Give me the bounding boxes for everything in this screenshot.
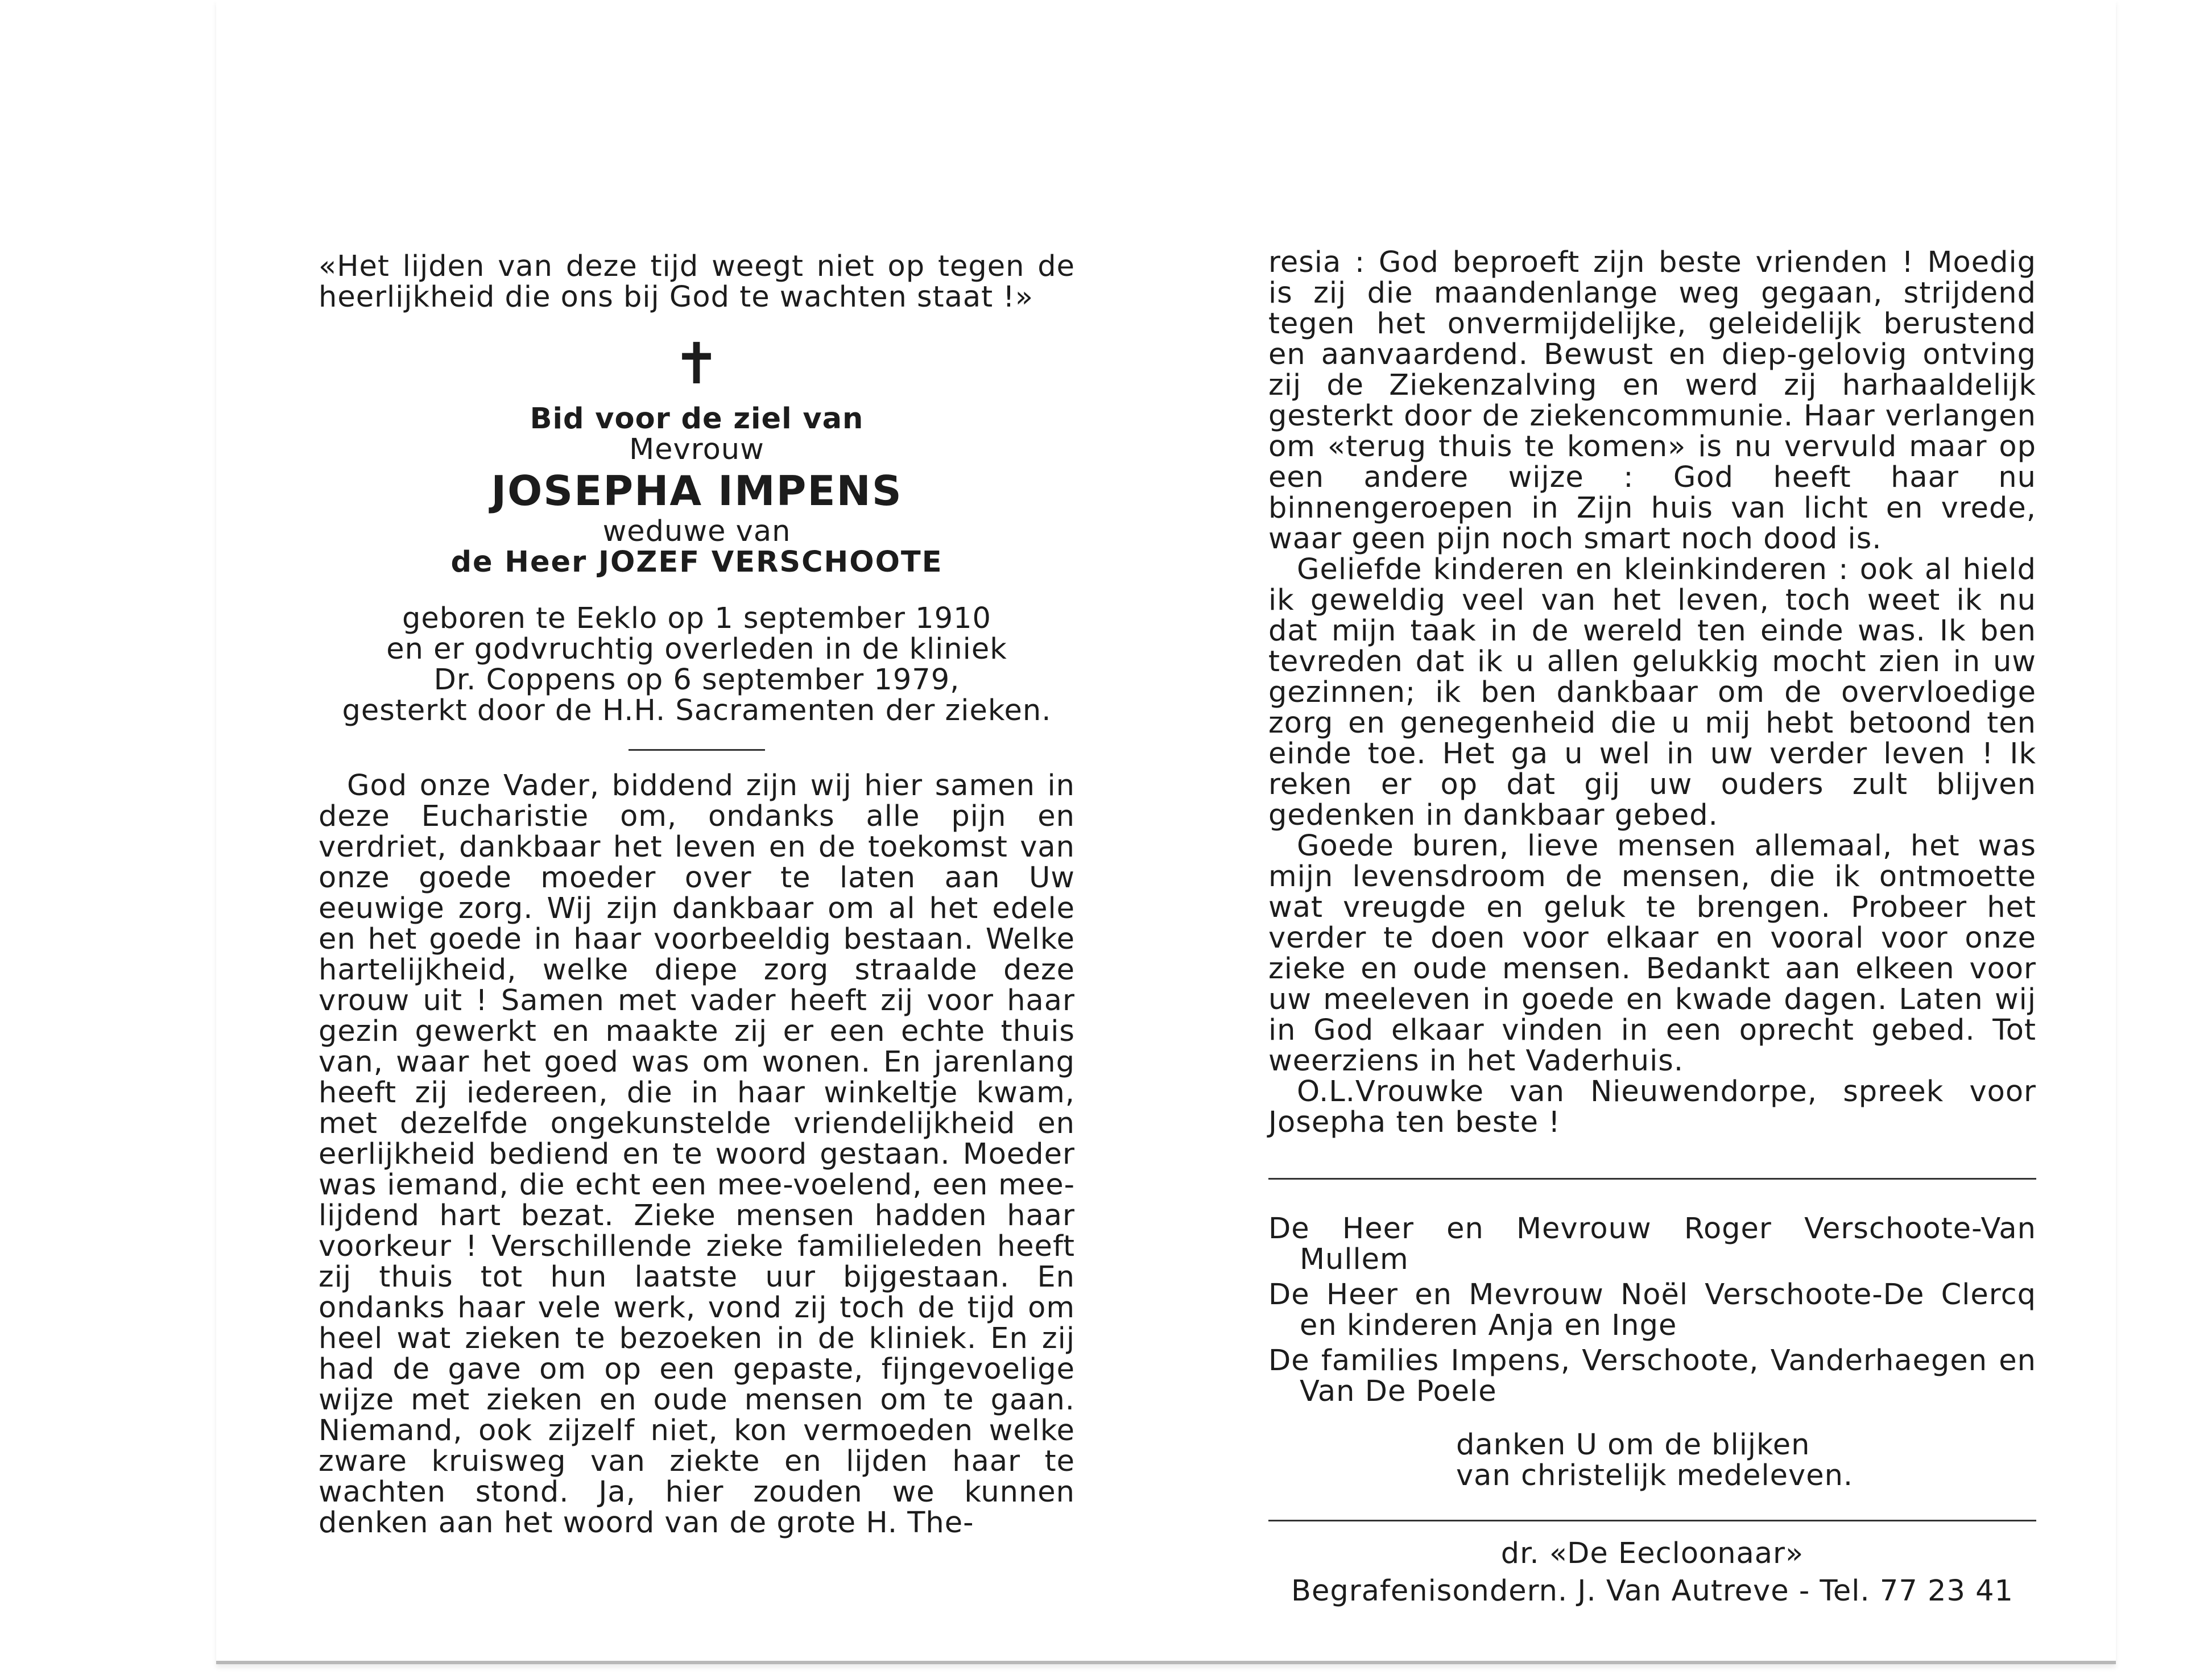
family-entry: De families Impens, Verschoote, Vanderhaegen en Van De Poele xyxy=(1268,1344,2036,1408)
birth-death-info xyxy=(319,603,1075,726)
death-date-line: Dr. Coppens op 6 september 1979, xyxy=(433,663,960,697)
thanks-text xyxy=(1456,1430,2036,1491)
sacraments-line: gesterkt door de H.H. Sacramenten der zieken. xyxy=(342,694,1052,727)
right-column xyxy=(1268,247,2036,1614)
title-mevrouw: Mevrouw xyxy=(629,433,764,466)
divider xyxy=(1268,1520,2036,1521)
left-column xyxy=(319,251,1075,1539)
family-entry: De Heer en Mevrouw Noël Verschoote-De Clercq en kinderen Anja en Inge xyxy=(1268,1278,2036,1342)
message-children: Geliefde kinderen en kleinkinderen : ook al hield ik geweldig veel van het leven, toch weet ik nu dat mijn taak in de wereld ten einde was. Ik ben tevreden dat ik u allen gelukkig mocht zien in uw gezinnen; ik ben dankbaar om de overvloedige zorg en genegenheid die u mij hebt betoond ten einde toe. Het ga u wel in uw verder leven ! Ik reken er op dat gij uw ouders zult blijven gedenken in dankbaar gebed. xyxy=(1268,553,2036,832)
divider xyxy=(629,749,765,751)
message-neighbours: Goede buren, lieve mensen allemaal, het was mijn levensdroom de mensen, die ik ontmoette wat vreugde en geluk te brengen. Probeer het verder te doen voor elkaar en vooral voor onze zieke en oude mensen. Bedankt aan elkeen voor uw meeleven in goede en kwade dagen. Laten wij in God elkaar vinden in een oprecht gebed. Tot weerziens in het Vaderhuis. xyxy=(1268,829,2036,1078)
prayer-text: God onze Vader, biddend zijn wij hier samen in deze Eucharistie om, ondanks alle pijn en verdriet, dankbaar het leven en de toekomst van onze goede moeder over te laten aan Uw eeuwige zorg. Wij zijn dankbaar om al het edele en het goede in haar voorbeeldig bestaan. Welke hartelijkheid, welke diepe zorg straalde deze vrouw uit ! Samen met vader heeft zij voor haar gezin gewerkt en maakte zij er een echte thuis van, waar het goed was om wonen. En jarenlang heeft zij iedereen, die in haar winkeltje kwam, met dezelfde ongekunstelde vriendelijkheid en eerlijkheid bediend en te woord gestaan. Moeder was iemand, die echt een mee-voelend, een mee-lijdend hart bezat. Zieke mensen hadden haar voorkeur ! Verschillende zieke familieleden heeft zij thuis tot hun laatste uur bijgestaan. En ondanks haar vele werk, vond zij toch de tijd om heel wat zieken te bezoeken in de kliniek. En zij had de gave om op een gepaste, fijngevoelige wijze met zieken en oude mensen om te gaan. Niemand, ook zijzelf niet, kon vermoeden welke zware kruisweg van ziekte en lijden haar te wachten stond. Ja, hier zouden we kunnen denken aan het woord van de grote H. The- xyxy=(319,769,1075,1540)
birth-line: geboren te Eeklo op 1 september 1910 xyxy=(402,602,991,635)
prayer-heading: Bid voor de ziel van xyxy=(530,402,864,436)
bible-quote: «Het lijden van deze tijd weegt niet op tegen de heerlijkheid die ons bij God te wachten staat !» xyxy=(319,250,1075,314)
divider xyxy=(1268,1178,2036,1180)
memorial-card xyxy=(216,0,2116,1664)
cross-icon: ✝ xyxy=(672,330,721,397)
death-line: en er godvruchtig overleden in de kliniek xyxy=(386,632,1007,666)
spouse-name: de Heer JOZEF VERSCHOOTE xyxy=(450,545,943,579)
closing-invocation: O.L.Vrouwke van Nieuwendorpe, spreek voor Josepha ten beste ! xyxy=(1268,1075,2036,1139)
deceased-name: JOSEPHA IMPENS xyxy=(491,467,903,515)
undertaker-credit: Begrafenisondern. J. Van Autreve - Tel. 77 23 41 xyxy=(1291,1574,2013,1608)
family-entry: De Heer en Mevrouw Roger Verschoote-Van Mullem xyxy=(1268,1212,2036,1276)
widow-of: weduwe van xyxy=(602,515,791,548)
thanks-line: van christelijk medeleven. xyxy=(1456,1459,1854,1492)
thanks-line: danken U om de blijken xyxy=(1456,1428,1810,1462)
prayer-continuation: resia : God beproeft zijn beste vrienden ! Moedig is zij die maandenlange weg gegaan, strijdend tegen het onvermijdelijke, geleidelijk berustend en aanvaardend. Bewust en diep-gelovig ontving zij de Ziekenzalving en werd zij harhaaldelijk gesterkt door de ziekencommunie. Haar verlangen om «terug thuis te komen» is nu vervuld maar op een andere wijze : God heeft haar nu binnengeroepen in Zijn huis van licht en vrede, waar geen pijn noch smart noch dood is. xyxy=(1268,246,2036,556)
printer-credit: dr. «De Eecloonaar» xyxy=(1500,1537,1804,1570)
